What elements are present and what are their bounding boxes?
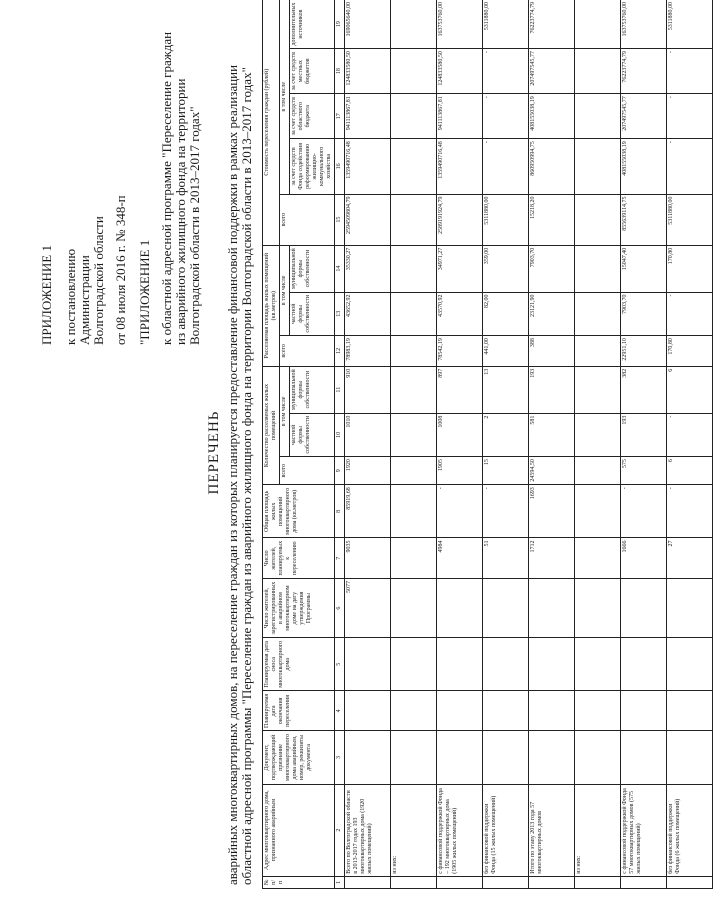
- col-header: в том числе: [280, 245, 290, 335]
- col-header: частной формы собственности: [290, 292, 335, 336]
- value-cell: -: [483, 49, 529, 94]
- value-cell: 9035: [345, 538, 391, 579]
- table-body: [345, 0, 713, 889]
- value-cell: 169065640,00: [345, 0, 391, 49]
- col-number: 5: [335, 638, 345, 691]
- value-cell: 2: [483, 413, 529, 457]
- value-cell: 51: [483, 538, 529, 579]
- value-cell: 1359490716,48: [345, 139, 391, 194]
- col-header: Число жителей, планируемых к переселению: [263, 538, 335, 579]
- value-cell: [437, 579, 483, 638]
- col-header: муниципальной формы собственности: [290, 245, 335, 292]
- header-line: Администрации: [77, 255, 92, 345]
- col-header: за счет средств областного бюджета: [290, 94, 335, 139]
- col-number: 15: [335, 194, 345, 245]
- value-cell: 24594,50: [529, 457, 575, 485]
- col-header: Документ, подтверждающий признание многоквартирного дома аварийным, номер, реквизиты документа: [263, 731, 335, 784]
- value-cell: 170,80: [667, 245, 713, 292]
- empty-cell: [621, 731, 667, 784]
- row-label: без финансовой поддержки Фонда (6 жилых помещений): [667, 784, 713, 876]
- value-cell: 5077: [345, 579, 391, 638]
- col-header: всего: [280, 194, 335, 245]
- value-cell: 76223774,79: [621, 49, 667, 94]
- value-cell: [667, 579, 713, 638]
- col-header: Число жителей, зарегистрированных в аварийном многоквартирном доме на дату утверждения Программы: [263, 579, 335, 638]
- value-cell: 1905: [437, 457, 483, 485]
- value-cell: 193: [621, 413, 667, 457]
- value-cell: [575, 0, 621, 49]
- value-cell: 15047,40: [621, 245, 667, 292]
- empty-cell: [391, 638, 437, 691]
- table-row: [437, 0, 483, 889]
- value-cell: [575, 94, 621, 139]
- value-cell: 78542,19: [437, 336, 483, 367]
- value-cell: 170,80: [667, 336, 713, 367]
- empty-cell: [483, 731, 529, 784]
- empty-cell: [345, 731, 391, 784]
- value-cell: [483, 579, 529, 638]
- value-cell: 359,00: [483, 245, 529, 292]
- houses-table: [262, 0, 713, 889]
- value-cell: [575, 485, 621, 538]
- col-number: 10: [335, 413, 345, 457]
- row-number-cell: [391, 876, 437, 888]
- header-line: к постановлению: [63, 248, 78, 345]
- value-cell: 575: [621, 457, 667, 485]
- value-cell: -: [483, 139, 529, 194]
- value-cell: [391, 538, 437, 579]
- appendix-header: [40, 32, 202, 345]
- value-cell: 207497545,77: [621, 94, 667, 139]
- col-number: 16: [335, 139, 345, 194]
- value-cell: -: [483, 485, 529, 538]
- value-cell: 7903,70: [529, 245, 575, 292]
- value-cell: 13: [483, 366, 529, 413]
- column-numbers-row: [335, 0, 345, 889]
- row-number-cell: [483, 876, 529, 888]
- value-cell: 163753760,00: [621, 0, 667, 49]
- value-cell: [391, 485, 437, 538]
- value-cell: 15: [483, 457, 529, 485]
- value-cell: 382: [621, 366, 667, 413]
- value-cell: 1666: [621, 538, 667, 579]
- value-cell: [391, 413, 437, 457]
- value-cell: 2594509804,79: [345, 194, 391, 245]
- header-line: ПРИЛОЖЕНИЕ 1: [39, 245, 54, 345]
- value-cell: 1712: [529, 538, 575, 579]
- value-cell: 6: [667, 366, 713, 413]
- row-number-cell: [621, 876, 667, 888]
- empty-cell: [437, 691, 483, 731]
- value-cell: 43652,92: [345, 292, 391, 336]
- value-cell: 4984: [437, 538, 483, 579]
- value-cell: 23121,90: [529, 292, 575, 336]
- row-label: Итого по этапу 2013 года 57 многоквартирных домов: [529, 784, 575, 876]
- value-cell: 441,00: [483, 336, 529, 367]
- value-cell: [391, 336, 437, 367]
- empty-cell: [621, 691, 667, 731]
- value-cell: 5311880,00: [667, 0, 713, 49]
- col-number: 6: [335, 579, 345, 638]
- empty-cell: [345, 691, 391, 731]
- col-header: дополнительных источников: [290, 0, 335, 49]
- value-cell: 2589191924,79: [437, 194, 483, 245]
- value-cell: -: [667, 292, 713, 336]
- value-cell: [575, 538, 621, 579]
- col-number: 18: [335, 49, 345, 94]
- value-cell: 581: [529, 413, 575, 457]
- value-cell: [575, 579, 621, 638]
- value-cell: 5311880,00: [483, 194, 529, 245]
- empty-cell: [667, 731, 713, 784]
- value-cell: 408155038,19: [529, 94, 575, 139]
- header-line: из аварийного жилищного фонда на территории: [173, 78, 188, 345]
- value-cell: 941113867,81: [437, 94, 483, 139]
- col-number: 3: [335, 731, 345, 784]
- value-cell: 1008: [437, 413, 483, 457]
- empty-cell: [529, 731, 575, 784]
- empty-cell: [667, 691, 713, 731]
- col-header: за счет средств Фонда содействия реформированию жилищно-коммунального хозяйства: [290, 139, 335, 194]
- value-cell: [391, 292, 437, 336]
- value-cell: -: [483, 94, 529, 139]
- value-cell: 43570,92: [437, 292, 483, 336]
- table-row: [621, 0, 667, 889]
- value-cell: [575, 245, 621, 292]
- value-cell: [391, 366, 437, 413]
- empty-cell: [575, 731, 621, 784]
- empty-cell: [575, 691, 621, 731]
- col-number: 12: [335, 336, 345, 367]
- value-cell: [529, 579, 575, 638]
- table-row: [483, 0, 529, 889]
- document-title: ПЕРЕЧЕНЬ: [206, 410, 222, 495]
- value-cell: [391, 0, 437, 49]
- value-cell: 910: [345, 366, 391, 413]
- col-header: всего: [280, 457, 335, 485]
- table-row: [529, 0, 575, 889]
- value-cell: 408155038,19: [621, 139, 667, 194]
- value-cell: 85919,68: [345, 485, 391, 538]
- row-label: из них:: [391, 784, 437, 876]
- col-number: 7: [335, 538, 345, 579]
- value-cell: 193: [529, 366, 575, 413]
- empty-cell: [483, 691, 529, 731]
- value-cell: 124833580,50: [345, 49, 391, 94]
- value-cell: 34971,27: [437, 245, 483, 292]
- value-cell: 82,00: [483, 292, 529, 336]
- value-cell: 1693: [529, 485, 575, 538]
- row-label: с финансовой поддержкой Фонда – 192 многоквартирных дома (1905 жилых помещений): [437, 784, 483, 876]
- row-number-cell: [437, 876, 483, 888]
- value-cell: 6: [667, 457, 713, 485]
- empty-cell: [437, 731, 483, 784]
- value-cell: -: [437, 485, 483, 538]
- row-number-cell: [667, 876, 713, 888]
- value-cell: [391, 194, 437, 245]
- col-number: 19: [335, 0, 345, 49]
- value-cell: -: [667, 49, 713, 94]
- row-label: без финансовой поддержки Фонда (15 жилых помещений): [483, 784, 529, 876]
- col-header: в том числе: [280, 366, 290, 456]
- value-cell: [575, 336, 621, 367]
- empty-cell: [575, 638, 621, 691]
- header-line: от 08 июля 2016 г. № 348-п: [113, 195, 128, 345]
- document-subtitle: аварийных многоквартирных домов, на переселение граждан из которых планируется предоставление финансовой поддержки в рамках реализации областной адресной программы "Переселение граждан из аварийного жилищного фонда на территории Волгоградской области в 2013–2017 годах": [225, 64, 254, 885]
- col-number: 14: [335, 245, 345, 292]
- col-header: Планируемая дата сноса многоквартирного дома: [263, 638, 335, 691]
- col-header: муниципальной формы собственности: [290, 366, 335, 413]
- empty-cell: [437, 638, 483, 691]
- table-row: [667, 0, 713, 889]
- col-header: в том числе: [280, 0, 290, 194]
- col-number: 8: [335, 485, 345, 538]
- empty-cell: [529, 638, 575, 691]
- col-header: частной формы собственности: [290, 413, 335, 457]
- value-cell: 22951,10: [621, 336, 667, 367]
- value-cell: -: [667, 139, 713, 194]
- value-cell: [575, 413, 621, 457]
- col-number: 2: [335, 784, 345, 876]
- col-header: Планируемая дата окончания переселения: [263, 691, 335, 731]
- row-label: с финансовой поддержкой Фонда 57 многоквартирных домов (575 жилых помещений): [621, 784, 667, 876]
- col-group-header: Расселяемая площадь жилых помещений (кв.метров): [263, 245, 280, 366]
- row-number-cell: [529, 876, 575, 888]
- value-cell: 855639114,75: [621, 194, 667, 245]
- row-number-cell: [345, 876, 391, 888]
- empty-cell: [391, 731, 437, 784]
- row-label: Всего по Волгоградской области в 2013-2017 годах 193 многоквартирных дома (1920 жилых помещений): [345, 784, 391, 876]
- value-cell: 941113867,81: [345, 94, 391, 139]
- col-header: № п/п: [263, 876, 335, 888]
- header-line: Волгоградской области в 2013–2017 годах": [187, 106, 202, 345]
- col-group-header: Количество расселяемых жилых помещений: [263, 366, 280, 485]
- col-number: 9: [335, 457, 345, 485]
- value-cell: 5311880,00: [667, 194, 713, 245]
- row-number-cell: [575, 876, 621, 888]
- value-cell: [575, 292, 621, 336]
- value-cell: 1010: [345, 413, 391, 457]
- value-cell: [575, 457, 621, 485]
- col-number: 17: [335, 94, 345, 139]
- value-cell: 5311880,00: [483, 0, 529, 49]
- value-cell: 388: [529, 336, 575, 367]
- empty-cell: [391, 691, 437, 731]
- value-cell: [575, 366, 621, 413]
- value-cell: -: [621, 485, 667, 538]
- header-line: к областной адресной программе "Переселение граждан: [159, 31, 174, 345]
- value-cell: 27: [667, 538, 713, 579]
- row-label: из них:: [575, 784, 621, 876]
- value-cell: [391, 49, 437, 94]
- empty-cell: [529, 691, 575, 731]
- value-cell: 1359490716,48: [437, 139, 483, 194]
- value-cell: 35330,27: [345, 245, 391, 292]
- empty-cell: [345, 638, 391, 691]
- header-line: Волгоградской области: [91, 216, 106, 345]
- empty-cell: [621, 638, 667, 691]
- table-row: [575, 0, 621, 889]
- value-cell: [575, 49, 621, 94]
- col-header: за счет средств местных бюджетов: [290, 49, 335, 94]
- header-line: "ПРИЛОЖЕНИЕ 1: [137, 239, 152, 345]
- value-cell: 124833580,50: [437, 49, 483, 94]
- col-group-header: Стоимость переселения граждан (рублей): [263, 0, 280, 245]
- table-row: [391, 0, 437, 889]
- col-number: 4: [335, 691, 345, 731]
- value-cell: -: [667, 485, 713, 538]
- value-cell: [391, 139, 437, 194]
- value-cell: 897: [437, 366, 483, 413]
- empty-cell: [483, 638, 529, 691]
- value-cell: 163753760,00: [437, 0, 483, 49]
- col-number: 11: [335, 366, 345, 413]
- value-cell: [391, 579, 437, 638]
- value-cell: 76223774,79: [529, 0, 575, 49]
- col-number: 1: [335, 876, 345, 888]
- value-cell: -: [667, 94, 713, 139]
- col-header: Адрес многоквартирного дома, признанного аварийным: [263, 784, 335, 876]
- value-cell: [391, 94, 437, 139]
- empty-cell: [667, 638, 713, 691]
- value-cell: -: [667, 413, 713, 457]
- value-cell: 7903,70: [621, 292, 667, 336]
- value-cell: 78983,19: [345, 336, 391, 367]
- value-cell: 15218,20: [529, 194, 575, 245]
- col-header: Общая площадь жилых помещений многоквартирного дома (кв.метров): [263, 485, 335, 538]
- col-header: всего: [280, 336, 335, 367]
- value-cell: [575, 194, 621, 245]
- value-cell: 860950994,75: [529, 139, 575, 194]
- col-number: 13: [335, 292, 345, 336]
- value-cell: 1920: [345, 457, 391, 485]
- value-cell: [391, 457, 437, 485]
- value-cell: [621, 579, 667, 638]
- table-row: [345, 0, 391, 889]
- value-cell: [391, 245, 437, 292]
- value-cell: [575, 139, 621, 194]
- value-cell: 207497545,77: [529, 49, 575, 94]
